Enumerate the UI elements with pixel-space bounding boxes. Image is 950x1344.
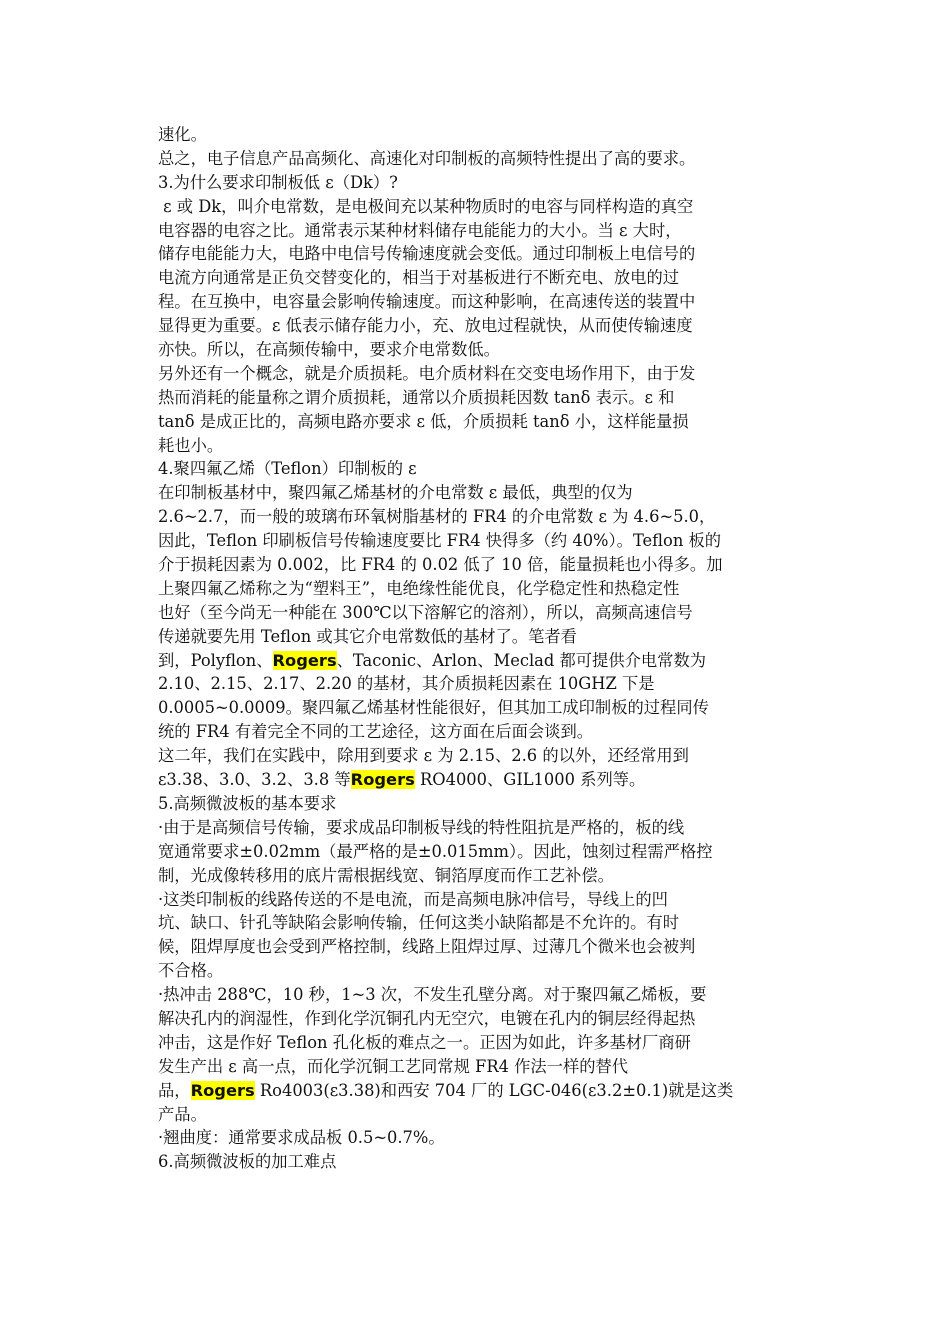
text-segment: 品， [158, 1080, 191, 1100]
text-segment: 储存电能能力大，电路中电信号传输速度就会变低。通过印制板上电信号的 [158, 244, 696, 264]
document-body [158, 123, 794, 1174]
text-line [158, 768, 794, 792]
text-line [158, 672, 794, 696]
text-line [158, 744, 794, 768]
text-segment: 因此，Teflon 印刷板信号传输速度要比 FR4 快得多（约 40%）。Teflon 板的 [158, 531, 722, 551]
text-line [158, 1079, 794, 1103]
text-segment: 5.高频微波板的基本要求 [158, 793, 337, 813]
text-segment: 在印制板基材中，聚四氟乙烯基材的介电常数 ε 最低，典型的仅为 [158, 483, 633, 503]
text-line [158, 481, 794, 505]
text-segment: ·由于是高频信号传输，要求成品印制板导线的特性阻抗是严格的，板的线 [158, 817, 685, 837]
text-segment: 3.为什么要求印制板低 ε（Dk）? [158, 172, 398, 192]
text-line [158, 625, 794, 649]
text-line [158, 314, 794, 338]
text-line [158, 171, 794, 195]
text-segment: 不合格。 [158, 961, 224, 981]
text-line [158, 434, 794, 458]
highlighted-term: Rogers [350, 770, 415, 790]
text-segment: 上聚四氟乙烯称之为“塑料王”，电绝缘性能优良，化学稳定性和热稳定性 [158, 578, 680, 598]
text-line [158, 290, 794, 314]
text-line [158, 864, 794, 888]
text-segment: 总之，电子信息产品高频化、高速化对印制板的高频特性提出了高的要求。 [158, 148, 696, 168]
text-segment: ε 或 Dk，叫介电常数，是电极间充以某种物质时的电容与同样构造的真空 [158, 196, 694, 216]
text-line [158, 147, 794, 171]
text-segment: 冲击，这是作好 Teflon 孔化板的难点之一。正因为如此，许多基材厂商研 [158, 1032, 691, 1052]
text-line [158, 529, 794, 553]
text-segment: 到，Polyflon、 [158, 650, 273, 670]
text-line [158, 649, 794, 673]
text-segment: ε3.38、3.0、3.2、3.8 等 [158, 770, 351, 790]
text-segment: 坑、缺口、针孔等缺陷会影响传输，任何这类小缺陷都是不允许的。有时 [158, 913, 680, 933]
text-segment: tanδ 是成正比的，高频电路亦要求 ε 低，介质损耗 tanδ 小，这样能量损 [158, 411, 689, 431]
text-segment: 6.高频微波板的加工难点 [158, 1152, 337, 1172]
text-line [158, 911, 794, 935]
text-segment: Ro4003(ε3.38)和西安 704 厂的 LGC-046(ε3.2±0.1)就是这类 [254, 1080, 734, 1100]
text-segment: 制，光成像转移用的底片需根据线宽、铜箔厚度而作工艺补偿。 [158, 865, 614, 885]
text-segment: 4.聚四氟乙烯（Teflon）印制板的 ε [158, 459, 417, 479]
text-segment: 电容器的电容之比。通常表示某种材料储存电能能力的大小。当 ε 大时， [158, 220, 682, 240]
text-line [158, 410, 794, 434]
text-segment: 另外还有一个概念，就是介质损耗。电介质材料在交变电场作用下，由于发 [158, 363, 696, 383]
text-line [158, 123, 794, 147]
text-segment: 亦快。所以，在高频传输中，要求介电常数低。 [158, 340, 500, 360]
text-line [158, 266, 794, 290]
text-segment: 耗也小。 [158, 435, 224, 455]
text-line [158, 696, 794, 720]
text-line [158, 457, 794, 481]
text-segment: 传递就要先用 Teflon 或其它介电常数低的基材了。笔者看 [158, 626, 577, 646]
text-line [158, 1150, 794, 1174]
text-line [158, 1031, 794, 1055]
text-line [158, 242, 794, 266]
text-segment: 、Taconic、Arlon、Meclad 都可提供介电常数为 [336, 650, 707, 670]
text-segment: 2.6~2.7，而一般的玻璃布环氧树脂基材的 FR4 的介电常数 ε 为 4.6~5.0， [158, 507, 716, 527]
text-line [158, 959, 794, 983]
text-line [158, 1126, 794, 1150]
text-segment: 候，阻焊厚度也会受到严格控制，线路上阻焊过厚、过薄几个微米也会被判 [158, 937, 696, 957]
text-segment: RO4000、GIL1000 系列等。 [414, 770, 646, 790]
text-segment: ·翘曲度：通常要求成品板 0.5~0.7%。 [158, 1128, 445, 1148]
text-segment: 程。在互换中，电容量会影响传输速度。而这种影响，在高速传送的装置中 [158, 292, 696, 312]
text-line [158, 1055, 794, 1079]
text-segment: ·这类印制板的线路传送的不是电流，而是高频电脉冲信号，导线上的凹 [158, 889, 668, 909]
text-line [158, 386, 794, 410]
text-line [158, 888, 794, 912]
text-segment: 2.10、2.15、2.17、2.20 的基材，其介质损耗因素在 10GHZ 下是 [158, 674, 655, 694]
text-line [158, 505, 794, 529]
text-line [158, 792, 794, 816]
text-line [158, 362, 794, 386]
text-segment: 统的 FR4 有着完全不同的工艺途径，这方面在后面会谈到。 [158, 722, 594, 742]
text-segment: 电流方向通常是正负交替变化的，相当于对基板进行不断充电、放电的过 [158, 268, 680, 288]
text-segment: 产品。 [158, 1104, 207, 1124]
text-line [158, 983, 794, 1007]
text-line [158, 577, 794, 601]
text-segment: 热而消耗的能量称之谓介质损耗，通常以介质损耗因数 tanδ 表示。ε 和 [158, 387, 675, 407]
text-line [158, 1103, 794, 1127]
text-segment: 也好（至今尚无一种能在 300℃以下溶解它的溶剂），所以，高频高速信号 [158, 602, 693, 622]
text-line [158, 338, 794, 362]
text-line [158, 601, 794, 625]
text-line [158, 195, 794, 219]
text-segment: 0.0005~0.0009。聚四氟乙烯基材性能很好，但其加工成印制板的过程同传 [158, 698, 709, 718]
text-segment: 解决孔内的润湿性，作到化学沉铜孔内无空穴，电镀在孔内的铜层经得起热 [158, 1008, 696, 1028]
text-segment: ·热冲击 288℃，10 秒，1~3 次，不发生孔壁分离。对于聚四氟乙烯板，要 [158, 985, 707, 1005]
text-line [158, 720, 794, 744]
text-segment: 宽通常要求±0.02mm（最严格的是±0.015mm）。因此，蚀刻过程需严格控 [158, 841, 713, 861]
text-line [158, 219, 794, 243]
text-segment: 介于损耗因素为 0.002，比 FR4 的 0.02 低了 10 倍，能量损耗也小得多。加 [158, 555, 723, 575]
text-segment: 这二年，我们在实践中，除用到要求 ε 为 2.15、2.6 的以外，还经常用到 [158, 746, 689, 766]
text-line [158, 840, 794, 864]
text-segment: 显得更为重要。ε 低表示储存能力小，充、放电过程就快，从而使传输速度 [158, 316, 693, 336]
text-line [158, 553, 794, 577]
text-line [158, 935, 794, 959]
highlighted-term: Rogers [272, 650, 337, 670]
text-line [158, 816, 794, 840]
highlighted-term: Rogers [190, 1080, 255, 1100]
text-line [158, 1007, 794, 1031]
text-segment: 速化。 [158, 125, 207, 144]
text-segment: 发生产出 ε 高一点，而化学沉铜工艺同常规 FR4 作法一样的替代 [158, 1056, 629, 1076]
